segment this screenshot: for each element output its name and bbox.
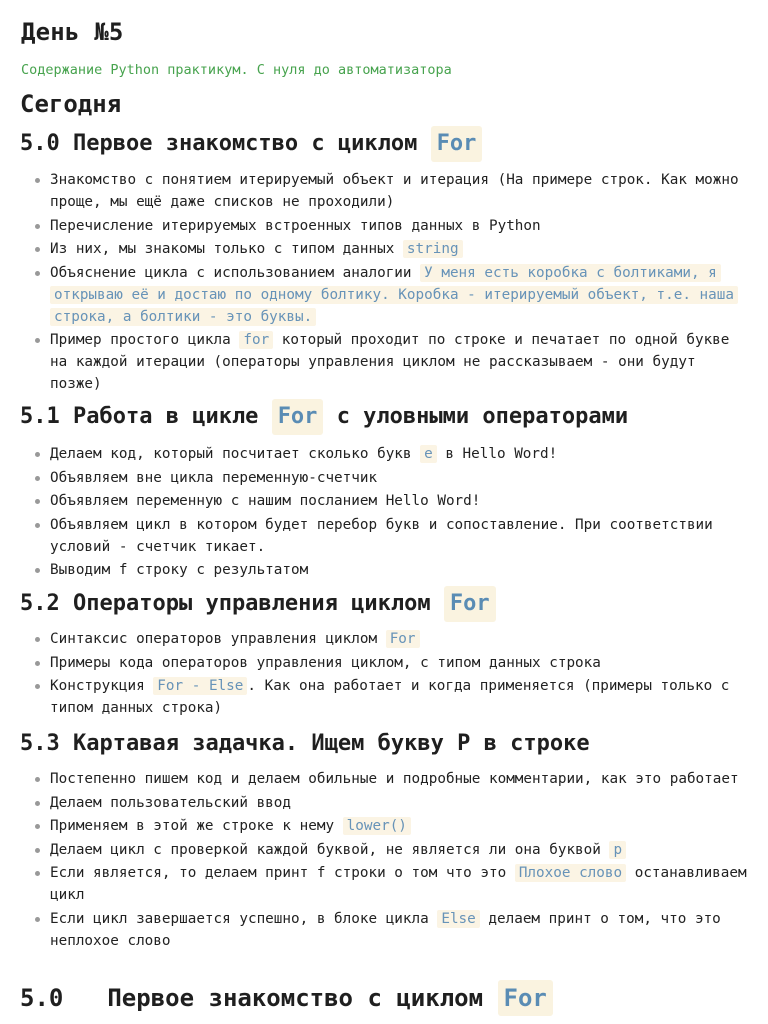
list-item-text: делаем принт о том, что это неплохое слово (50, 910, 721, 949)
inline-code: lower() (343, 817, 411, 835)
inline-code: e (420, 445, 437, 463)
list-item-text: Конструкция (50, 678, 154, 694)
list-item (32, 862, 752, 906)
inline-code: For - Else (153, 677, 247, 695)
section-number: 5.1 (20, 404, 60, 429)
list-item-text: Если цикл завершается успешно, в блоке цикла (50, 910, 438, 927)
list-item (32, 490, 752, 512)
section-heading-5-0 (20, 126, 482, 162)
section-number: 5.2 (20, 591, 60, 616)
section-title-suffix: с уловными операторами (336, 404, 629, 429)
list-item-text: Синтаксис операторов управления циклом (50, 631, 386, 647)
section-keyword: For (444, 586, 496, 622)
list-item-text: . Как она работает и когда применяется (примеры только с типом данных строка) (50, 678, 730, 716)
section-keyword: For (272, 399, 324, 435)
list-item-text: Применяем в этой же строке к нему (50, 818, 343, 834)
list-item-text: Объяснение цикла с использованием аналогии (50, 264, 421, 281)
list-item-text: Знакомство с понятием итерируемый объект и итерация (На примере строк. Как можно проще, мы ещё даже списков не проходили) (50, 172, 739, 210)
contents-link[interactable]: Содержание Python практикум. С нуля до автоматизатора (21, 62, 452, 78)
section-5-2-list (32, 628, 752, 721)
list-item (32, 908, 752, 952)
list-item (32, 238, 752, 260)
list-item (32, 443, 752, 465)
section-5-3-list (32, 768, 752, 953)
section-keyword: For (431, 126, 483, 162)
section-number: 5.0 (20, 984, 64, 1012)
section-5-1-list (32, 443, 752, 583)
section-number: 5.3 (20, 731, 60, 756)
list-item-text: в Hello Word! (436, 446, 558, 462)
inline-code: for (239, 331, 273, 349)
list-item (32, 262, 752, 328)
list-item-text: Объявляем вне цикла переменную-счетчик (50, 469, 378, 486)
list-item (32, 675, 752, 719)
list-item (32, 169, 752, 213)
list-item-text: Делаем цикл с проверкой каждой буквой, не является ли она буквой (50, 841, 610, 858)
inline-code: Else (437, 910, 479, 928)
page-title: День №5 (21, 18, 124, 46)
section-title: Картавая задачка. Ищем букву Р в строке (73, 731, 590, 756)
section-keyword: For (498, 980, 553, 1016)
list-item (32, 792, 752, 814)
list-item-text: Из них, мы знакомы только с типом данных (50, 241, 403, 257)
section-5-0-list (32, 169, 752, 397)
list-item-text: Делаем пользовательский ввод (50, 794, 292, 811)
list-item-text: Выводим f строку с результатом (50, 562, 309, 578)
section-title: Операторы управления циклом (73, 591, 431, 616)
inline-code: string (403, 240, 463, 258)
list-item (32, 467, 752, 489)
list-item-text: Перечисление итерируемых встроенных типов данных в Python (50, 217, 541, 234)
list-item-text: Делаем код, который посчитает сколько букв (50, 446, 421, 462)
list-item (32, 628, 752, 650)
list-item (32, 329, 752, 395)
list-item (32, 514, 752, 558)
list-item-text: Если является, то делаем принт f строки о том что это (50, 865, 515, 881)
list-item-text: Объявляем переменную с нашим посланием Hello Word! (50, 493, 481, 509)
section-title: Первое знакомство с циклом (107, 984, 484, 1012)
section-heading-5-2 (20, 586, 496, 622)
list-item-text: Пример простого цикла (50, 332, 240, 348)
section-title: Работа в цикле (73, 404, 259, 429)
list-item-text: Объявляем цикл в котором будет перебор букв и сопоставление. При соответствии условий - счетчик тикает. (50, 516, 713, 555)
list-item-text: останавливаем цикл (50, 865, 747, 903)
section-heading-5-0-repeat (20, 980, 553, 1016)
list-item-text: который проходит по строке и печатает по одной букве на каждой итерации (операторы управления циклом не рассказываем - они будут позже) (50, 332, 730, 392)
inline-code: р (609, 841, 626, 859)
inline-code: For (386, 630, 420, 648)
inline-code: Плохое слово (515, 864, 626, 882)
list-item (32, 768, 752, 790)
today-heading: Сегодня (20, 90, 122, 118)
list-item (32, 559, 752, 581)
section-heading-5-1 (20, 399, 628, 435)
inline-code: У меня есть коробка с болтиками, я открываю её и достаю по одному болтику. Коробка - итерируемый объект, т.е. наша строка, а болтики - это буквы. (50, 264, 738, 326)
list-item (32, 215, 752, 237)
list-item (32, 839, 752, 861)
list-item (32, 652, 752, 674)
section-number: 5.0 (20, 131, 60, 156)
list-item (32, 815, 752, 837)
section-title: Первое знакомство с циклом (73, 131, 418, 156)
list-item-text: Постепенно пишем код и делаем обильные и подробные комментарии, как это работает (50, 771, 739, 787)
list-item-text: Примеры кода операторов управления циклом, с типом данных строка (50, 654, 601, 671)
section-heading-5-3 (20, 726, 590, 762)
